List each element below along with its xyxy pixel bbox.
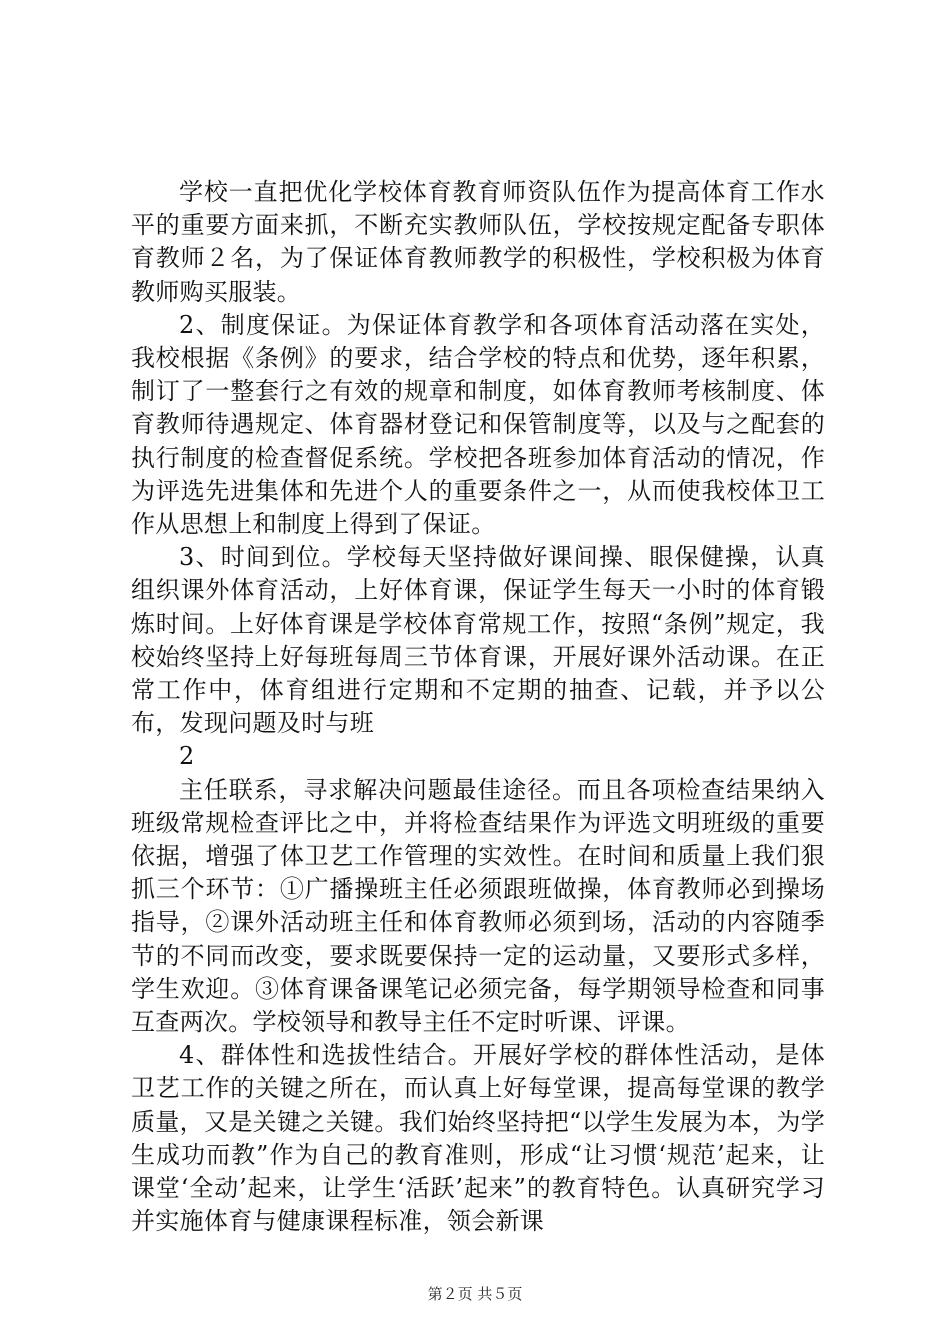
page-footer: 第２页 共５页 xyxy=(427,1285,523,1303)
inline-page-number: 2 xyxy=(179,742,195,771)
paragraph-teacher-staffing: 学校一直把优化学校体育教育师资队伍作为提高体育工作水平的重要方面来抓，不断充实教师队伍，学校按规定配备专职体育教师２名，为了保证体育教师教学的积极性，学校积极为体育教师购买服装。 xyxy=(131,178,825,306)
paragraph-teacher-contact: 主任联系，寻求解决问题最佳途径。而且各项检查结果纳入班级常规检查评比之中，并将检查结果作为评选文明班级的重要依据，增强了体卫艺工作管理的实效性。在时间和质量上我们狠抓三个环节：①广播操班主任必须跟班做操，体育教师必到操场指导，②课外活动班主任和体育教师必须到场，活动的内容随季节的不同而改变，要求既要保持一定的运动量，又要形式多样，学生欢迎。③体育课备课笔记必须完备，每学期领导检查和同事互查两次。学校领导和教导主任不定时听课、评课。 xyxy=(131,775,825,1037)
paragraph-time-in-place: 3、时间到位。学校每天坚持做好课间操、眼保健操，认真组织课外体育活动，上好体育课，保证学生每天一小时的体育锻炼时间。上好体育课是学校体育常规工作，按照“条例”规定，我校始终坚持上好每班每周三节体育课，开展好课外活动课。在正常工作中，体育组进行定期和不定期的抽查、记载，并予以公布，发现问题及时与班 xyxy=(131,543,825,738)
paragraph-group-and-selection: 4、群体性和选拔性结合。开展好学校的群体性活动，是体卫艺工作的关键之所在，而认真上好每堂课，提高每堂课的教学质量，又是关键之关键。我们始终坚持把“以学生发展为本，为学生成功而教”作为自己的教育准则，形成“让习惯‘规范’起来，让课堂‘全动’起来，让学生‘活跃’起来”的教育特色。认真研究学习并实施体育与健康课程标准，领会新课 xyxy=(131,1041,825,1236)
paragraph-system-guarantee: 2、制度保证。为保证体育教学和各项体育活动落在实处，我校根据《条例》的要求，结合学校的特点和优势，逐年积累，制订了一整套行之有效的规章和制度，如体育教师考核制度、体育教师待遇规定、体育器材登记和保管制度等，以及与之配套的执行制度的检查督促系统。学校把各班参加体育活动的情况，作为评选先进集体和先进个人的重要条件之一，从而使我校体卫工作从思想上和制度上得到了保证。 xyxy=(131,310,825,539)
body-text xyxy=(131,176,825,1239)
